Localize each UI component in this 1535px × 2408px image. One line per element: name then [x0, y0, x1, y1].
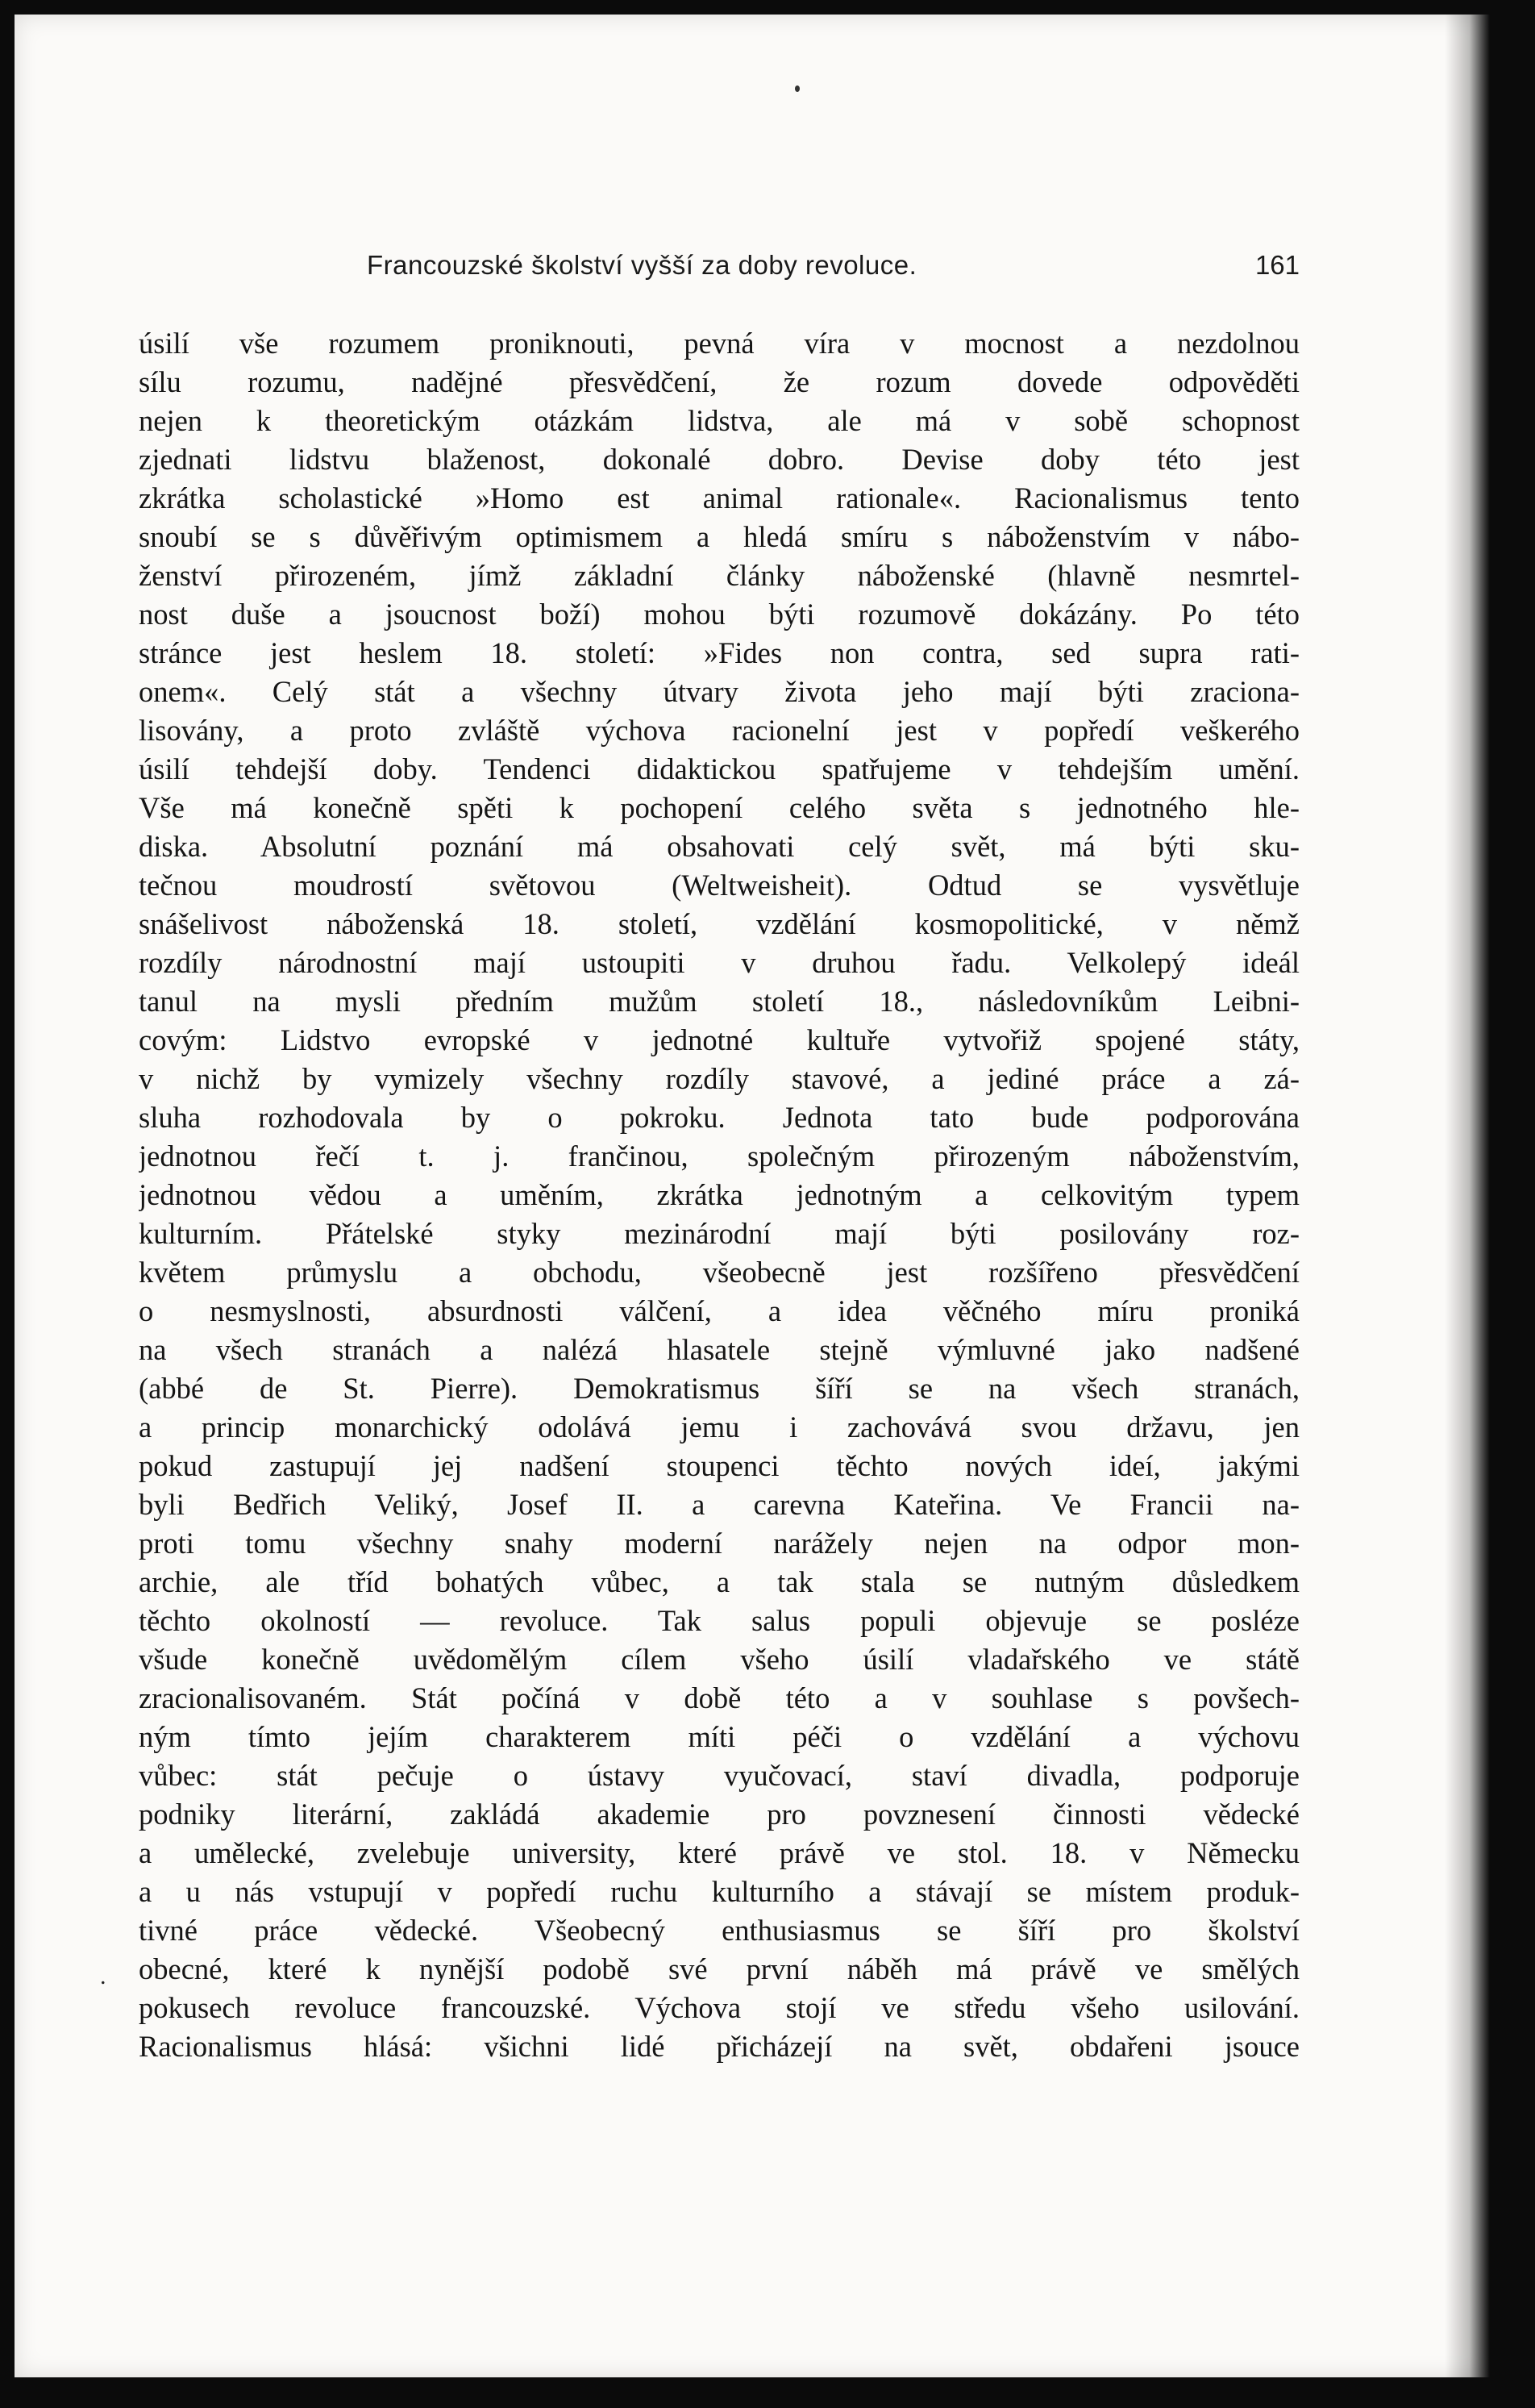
text-line: tivné práce vědecké. Všeobecný enthusiasmus se šíří pro školství	[139, 1914, 1300, 1947]
text-line: a umělecké, zvelebuje university, které právě ve stol. 18. v Německu	[139, 1836, 1300, 1869]
text-line: pokud zastupují jej nadšení stoupenci těchto nových ideí, jakými	[139, 1449, 1300, 1482]
text-line: obecné, které k nynější podobě své první náběh má právě ve smělých	[139, 1952, 1300, 1985]
text-line: všude konečně uvědomělým cílem všeho úsilí vladařského ve státě	[139, 1643, 1300, 1676]
page-edge-shadow	[1445, 15, 1490, 2377]
text-line: úsilí tehdejší doby. Tendenci didaktickou spatřujeme v tehdejším umění.	[139, 752, 1300, 785]
text-line: úsilí vše rozumem proniknouti, pevná víra v mocnost a nezdolnou	[139, 327, 1300, 360]
text-line: snášelivost náboženská 18. století, vzdělání kosmopolitické, v němž	[139, 907, 1300, 940]
page-header	[139, 250, 1300, 290]
text-line: covým: Lidstvo evropské v jednotné kultuře vytvořiž spojené státy,	[139, 1023, 1300, 1056]
text-line: zkrátka scholastické »Homo est animal rationale«. Racionalismus tento	[139, 481, 1300, 515]
text-line: o nesmyslnosti, absurdnosti válčení, a idea věčného míru proniká	[139, 1294, 1300, 1327]
text-line: Racionalismus hlásá: všichni lidé přicházejí na svět, obdařeni jsouce	[139, 2030, 1300, 2063]
text-line: ným tímto jejím charakterem míti péči o vzdělání a výchovu	[139, 1720, 1300, 1753]
text-line: diska. Absolutní poznání má obsahovati celý svět, má býti sku-	[139, 830, 1300, 863]
text-line: v nichž by vymizely všechny rozdíly stavové, a jediné práce a zá-	[139, 1062, 1300, 1095]
text-line: na všech stranách a nalézá hlasatele stejně výmluvné jako nadšené	[139, 1333, 1300, 1366]
text-line: rozdíly národnostní mají ustoupiti v druhou řadu. Velkolepý ideál	[139, 946, 1300, 979]
text-line: (abbé de St. Pierre). Demokratismus šíří se na všech stranách,	[139, 1372, 1300, 1405]
text-line: stránce jest heslem 18. století: »Fides non contra, sed supra rati-	[139, 636, 1300, 669]
text-line: tanul na mysli předním mužům století 18., následovníkům Leibni-	[139, 985, 1300, 1018]
text-line: byli Bedřich Veliký, Josef II. a carevna Kateřina. Ve Francii na-	[139, 1488, 1300, 1521]
text-line: kulturním. Přátelské styky mezinárodní mají býti posilovány roz-	[139, 1217, 1300, 1250]
text-line: snoubí se s důvěřivým optimismem a hledá smíru s náboženstvím v nábo-	[139, 520, 1300, 553]
text-line: proti tomu všechny snahy moderní narážely nejen na odpor mon-	[139, 1527, 1300, 1560]
text-line: jednotnou řečí t. j. frančinou, společným přirozeným náboženstvím,	[139, 1139, 1300, 1173]
text-line: těchto okolností — revoluce. Tak salus populi objevuje se posléze	[139, 1604, 1300, 1637]
text-line: lisovány, a proto zvláště výchova racionelní jest v popředí veškerého	[139, 714, 1300, 747]
text-line: archie, ale tříd bohatých vůbec, a tak stala se nutným důsledkem	[139, 1565, 1300, 1598]
body-text	[139, 324, 1300, 2066]
print-speck	[795, 85, 800, 92]
text-line: pokusech revoluce francouzské. Výchova stojí ve středu všeho usilování.	[139, 1991, 1300, 2024]
text-line: Vše má konečně spěti k pochopení celého světa s jednotného hle-	[139, 791, 1300, 824]
text-line: květem průmyslu a obchodu, všeobecně jest rozšířeno přesvědčení	[139, 1256, 1300, 1289]
text-line: tečnou moudrostí světovou (Weltweisheit). Odtud se vysvětluje	[139, 869, 1300, 902]
text-line: ženství přirozeném, jímž základní články náboženské (hlavně nesmrtel-	[139, 559, 1300, 592]
text-line: podniky literární, zakládá akademie pro povznesení činnosti vědecké	[139, 1798, 1300, 1831]
margin-mark: .	[100, 1963, 106, 1989]
text-line: zjednati lidstvu blaženost, dokonalé dobro. Devise doby této jest	[139, 443, 1300, 476]
text-line: jednotnou vědou a uměním, zkrátka jednotným a celkovitým typem	[139, 1178, 1300, 1211]
text-line: sluha rozhodovala by o pokroku. Jednota tato bude podporována	[139, 1101, 1300, 1134]
text-line: a u nás vstupují v popředí ruchu kulturního a stávají se místem produk-	[139, 1875, 1300, 1908]
text-line: nost duše a jsoucnost boží) mohou býti rozumově dokázány. Po této	[139, 598, 1300, 631]
text-line: zracionalisovaném. Stát počíná v době této a v souhlase s povšech-	[139, 1681, 1300, 1714]
text-line: onem«. Celý stát a všechny útvary života jeho mají býti zraciona-	[139, 675, 1300, 708]
text-line: sílu rozumu, nadějné přesvědčení, že rozum dovede odpověděti	[139, 365, 1300, 398]
running-head: Francouzské školství vyšší za doby revoluce.	[367, 250, 917, 280]
text-line: a princip monarchický odolává jemu i zachovává svou državu, jen	[139, 1410, 1300, 1444]
page-number: 161	[1254, 250, 1300, 280]
text-line: nejen k theoretickým otázkám lidstva, ale má v sobě schopnost	[139, 404, 1300, 437]
text-line: vůbec: stát pečuje o ústavy vyučovací, staví divadla, podporuje	[139, 1759, 1300, 1792]
